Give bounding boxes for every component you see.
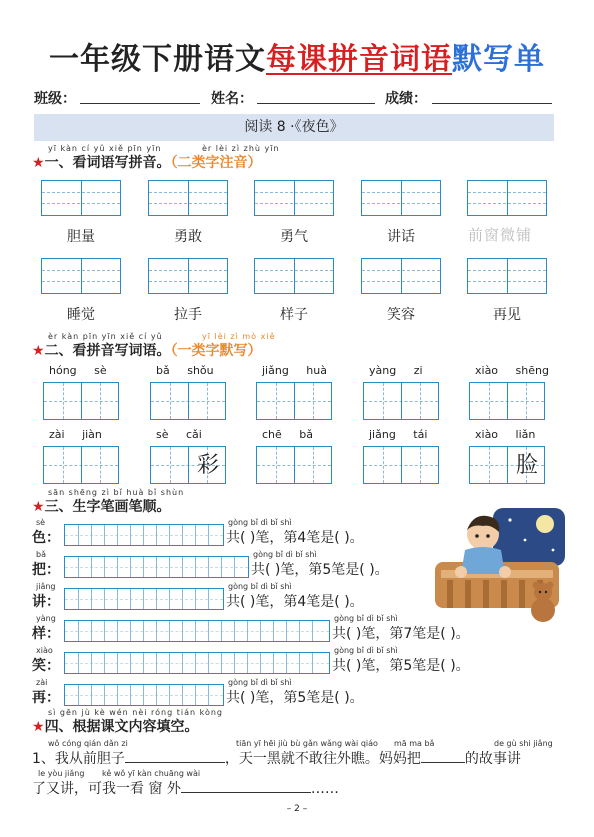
word-item: 拉手 — [174, 307, 202, 323]
stroke-order-strip[interactable] — [64, 524, 224, 546]
char-pinyin: jiǎng — [36, 582, 56, 591]
character-writing-box[interactable] — [43, 382, 119, 420]
word-item: 勇气 — [280, 229, 308, 245]
question-pinyin: gòng bǐ dì bǐ shì — [228, 518, 292, 527]
char-pinyin: yàng — [36, 614, 56, 623]
stroke-order-strip[interactable] — [64, 620, 330, 642]
pinyin-label: hóng sè — [49, 364, 107, 377]
pinyin-label: jiǎng tái — [369, 428, 428, 441]
character-writing-box[interactable] — [43, 446, 119, 484]
question-pinyin: gòng bǐ dì bǐ shì — [253, 550, 317, 559]
stroke-char-label: 笑： — [32, 658, 60, 674]
question-pinyin: gòng bǐ dì bǐ shì — [228, 678, 292, 687]
star-icon: ★ — [32, 719, 45, 735]
score-label: 成绩： — [385, 91, 427, 107]
blank-2[interactable] — [421, 748, 465, 763]
s3-heading — [32, 496, 171, 516]
stroke-char-label: 样： — [32, 626, 60, 642]
pinyin-label: jiǎng huà — [262, 364, 327, 377]
s1-heading — [32, 152, 262, 172]
page-number: – 2 – — [286, 804, 308, 814]
word-item: 笑容 — [387, 307, 415, 323]
watermark: 前窗微铺 — [468, 226, 533, 244]
boy-body — [461, 547, 505, 574]
title-part-1: 一年级下册语文 — [49, 42, 266, 77]
word-item: 样子 — [280, 307, 308, 323]
s3-pinyin: sān shēng zì bǐ huà bǐ shùn — [48, 488, 185, 497]
star-icon: ★ — [32, 155, 45, 171]
lesson-banner: 阅读 8 ·《夜色》 — [34, 114, 554, 141]
moon-icon — [536, 515, 554, 533]
word-item: 讲话 — [387, 229, 415, 245]
s2-title: 二、看拼音写词语。 — [44, 343, 171, 359]
stroke-char-label: 色： — [32, 530, 60, 546]
stroke-order-strip[interactable] — [64, 556, 249, 578]
stroke-question: 共( )笔，第4笔是( )。 — [226, 530, 364, 546]
s4-l1-pinyin-1: wǒ cóng qián dǎn zi — [48, 739, 128, 748]
hint-character: 彩 — [196, 453, 219, 478]
stroke-question: 共( )笔，第5笔是( )。 — [332, 658, 470, 674]
s2-pinyin-sub: yī lèi zì mò xiě — [202, 332, 276, 341]
pinyin-writing-box[interactable] — [254, 180, 334, 216]
s4-line-2: 了又讲，可我一看 窗 外 …… — [32, 778, 339, 798]
s4-l1-pinyin-4: de gù shi jiǎng — [494, 739, 553, 748]
s1-title: 一、看词语写拼音。 — [44, 155, 171, 171]
pinyin-label: xiào shēng — [475, 364, 549, 377]
stroke-question: 共( )笔，第7笔是( )。 — [332, 626, 470, 642]
character-writing-box[interactable] — [469, 446, 545, 484]
s4-l2-pinyin-2: kě wǒ yī kàn chuāng wài — [102, 769, 201, 778]
stroke-order-strip[interactable] — [64, 588, 224, 610]
question-pinyin: gòng bǐ dì bǐ shì — [228, 582, 292, 591]
char-pinyin: bǎ — [36, 550, 46, 559]
class-label: 班级： — [34, 91, 76, 107]
s4-title: 四、根据课文内容填空。 — [44, 719, 199, 735]
child-at-bed-illustration — [425, 500, 575, 630]
star-icon: ★ — [32, 499, 45, 515]
stroke-char-label: 再： — [32, 690, 60, 706]
title-part-3: 默写单 — [452, 42, 545, 77]
stroke-question: 共( )笔，第4笔是( )。 — [226, 594, 364, 610]
s4-line-1: 1、我从前胆子 ，天一黑就不敢往外瞧。妈妈把 的故事讲 — [32, 748, 521, 768]
s4-pinyin: sì gēn jù kè wén nèi róng tián kòng — [48, 708, 223, 717]
char-pinyin: xiào — [36, 646, 53, 655]
pinyin-label: sè cǎi — [156, 428, 202, 441]
page-title — [0, 34, 594, 78]
pinyin-writing-box[interactable] — [41, 180, 121, 216]
word-item: 再见 — [493, 307, 521, 323]
s4-heading — [32, 716, 199, 736]
s2-subtitle: （一类字默写） — [170, 343, 262, 359]
name-blank[interactable] — [257, 103, 375, 104]
pinyin-writing-box[interactable] — [361, 180, 441, 216]
s2-heading — [32, 340, 262, 360]
char-pinyin: zài — [36, 678, 48, 687]
character-writing-box[interactable] — [256, 446, 332, 484]
character-writing-box[interactable] — [469, 382, 545, 420]
s3-title: 三、生字笔画笔顺。 — [44, 499, 171, 515]
s2-pinyin: èr kàn pīn yīn xiě cí yǔ — [48, 332, 163, 341]
pinyin-label: zài jiàn — [49, 428, 102, 441]
character-writing-box[interactable] — [363, 382, 439, 420]
pinyin-writing-box[interactable] — [254, 258, 334, 294]
stroke-char-label: 把： — [32, 562, 60, 578]
question-pinyin: gòng bǐ dì bǐ shì — [334, 614, 398, 623]
stroke-question: 共( )笔，第5笔是( )。 — [251, 562, 389, 578]
pinyin-writing-box[interactable] — [41, 258, 121, 294]
s4-l1-pinyin-2: tiān yī hēi jiù bù gǎn wǎng wài qiáo — [236, 739, 378, 748]
title-part-2: 每课拼音词语 — [266, 42, 452, 77]
stroke-order-strip[interactable] — [64, 684, 224, 706]
blank-1[interactable] — [125, 748, 225, 763]
character-writing-box[interactable] — [150, 382, 226, 420]
character-writing-box[interactable] — [363, 446, 439, 484]
word-item: 胆量 — [67, 229, 95, 245]
teddy-bear-icon — [531, 598, 555, 622]
s1-subtitle: （二类字注音） — [170, 155, 262, 171]
pinyin-label: xiào liǎn — [475, 428, 536, 441]
stroke-order-strip[interactable] — [64, 652, 330, 674]
star-icon: ★ — [32, 343, 45, 359]
pinyin-writing-box[interactable] — [361, 258, 441, 294]
word-item: 勇敢 — [174, 229, 202, 245]
pinyin-label: chē bǎ — [262, 428, 314, 441]
s4-l2-pinyin-1: le yòu jiǎng — [38, 769, 85, 778]
pinyin-writing-box[interactable] — [467, 180, 547, 216]
s1-pinyin-sub: èr lèi zì zhù yīn — [202, 144, 280, 153]
char-pinyin: sè — [36, 518, 46, 527]
pinyin-writing-box[interactable] — [148, 258, 228, 294]
stroke-question: 共( )笔，第5笔是( )。 — [226, 690, 364, 706]
question-pinyin: gòng bǐ dì bǐ shì — [334, 646, 398, 655]
score-blank[interactable] — [432, 103, 552, 104]
stroke-char-label: 讲： — [32, 594, 60, 610]
s4-l1-pinyin-3: mā ma bǎ — [394, 739, 435, 748]
hint-character: 脸 — [515, 453, 538, 478]
character-writing-box[interactable] — [256, 382, 332, 420]
s1-pinyin: yī kàn cí yǔ xiě pīn yīn — [48, 144, 162, 153]
name-label: 姓名： — [211, 91, 253, 107]
pinyin-label: yàng zi — [369, 364, 423, 377]
pinyin-label: bǎ shǒu — [156, 364, 214, 377]
blank-3[interactable] — [181, 778, 311, 793]
class-blank[interactable] — [80, 103, 200, 104]
night-window — [493, 508, 565, 566]
character-writing-box[interactable] — [150, 446, 226, 484]
pinyin-writing-box[interactable] — [148, 180, 228, 216]
word-item: 睡觉 — [67, 307, 95, 323]
pinyin-writing-box[interactable] — [467, 258, 547, 294]
